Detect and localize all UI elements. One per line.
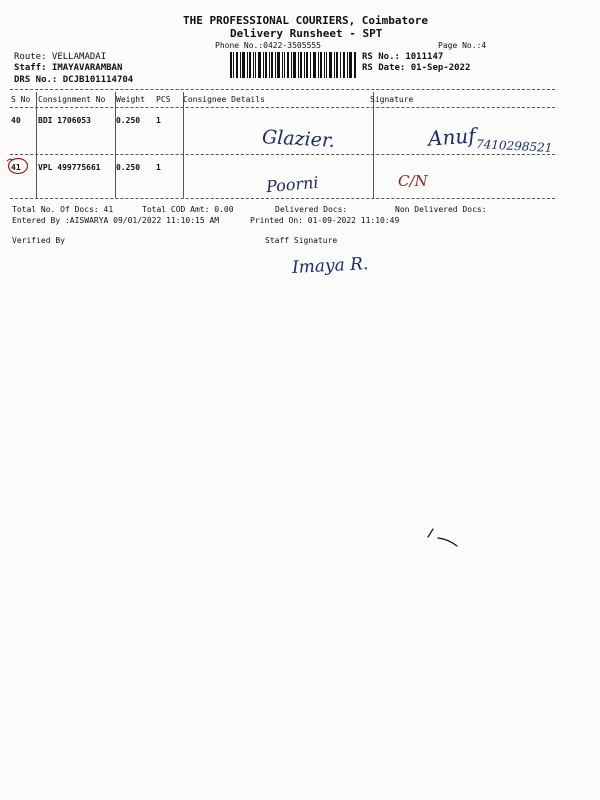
- verified-by: Verified By: [12, 236, 65, 245]
- rs-date: RS Date: 01-Sep-2022: [362, 63, 471, 73]
- staff-name: Staff: IMAYAVARAMBAN: [14, 63, 123, 73]
- column-header-pcs: PCS: [156, 95, 171, 104]
- row-weight: 0.250: [116, 116, 141, 125]
- row-divider: [10, 154, 555, 155]
- pen-stroke-mark: [424, 525, 464, 549]
- page-number: Page No.:4: [438, 41, 487, 50]
- staff-signature-handwriting: Imaya R.: [291, 254, 369, 278]
- barcode-graphic: [230, 52, 356, 78]
- entered-by: Entered By :AISWARYA 09/01/2022 11:10:15 AM: [12, 216, 220, 225]
- column-divider: [115, 92, 116, 198]
- signature-handwriting: Anuf: [427, 123, 477, 151]
- row-consignment: BDI 1706053: [38, 116, 91, 125]
- column-divider: [183, 92, 184, 198]
- signature-handwriting: C/N: [398, 172, 428, 190]
- column-header-consignment: Consignment No: [38, 95, 106, 104]
- rs-number: RS No.: 1011147: [362, 52, 444, 62]
- route: Route: VELLAMADAI: [14, 52, 107, 62]
- row-pcs: 1: [156, 163, 161, 172]
- header-bottom-rule: [10, 107, 555, 108]
- runsheet-title: Delivery Runsheet - SPT: [230, 27, 383, 40]
- row-sno: 40: [11, 116, 21, 125]
- row-weight: 0.250: [116, 163, 141, 172]
- row-sno: 41: [11, 163, 21, 172]
- drs-number: DRS No.: DCJB101114704: [14, 75, 134, 85]
- column-divider: [36, 92, 37, 198]
- column-header-signature: Signature: [370, 95, 414, 104]
- company-name: THE PROFESSIONAL COURIERS, Coimbatore: [183, 14, 429, 27]
- row-pcs: 1: [156, 116, 161, 125]
- column-header-sno: S No: [11, 95, 31, 104]
- circle-mark: [7, 157, 29, 175]
- non-delivered-docs: Non Delivered Docs:: [395, 205, 487, 214]
- delivered-docs: Delivered Docs:: [275, 205, 348, 214]
- consignee-handwriting: Poorni: [265, 172, 320, 197]
- phone-handwriting: 7410298521: [475, 137, 553, 155]
- phone-number: Phone No.:0422-3505555: [215, 41, 321, 50]
- total-cod: Total COD Amt: 0.00: [142, 205, 234, 214]
- barcode: [230, 52, 356, 78]
- staff-signature-label: Staff Signature: [265, 236, 338, 245]
- column-header-consignee: Consignee Details: [183, 95, 265, 104]
- column-divider: [373, 92, 374, 198]
- row-consignment: VPL 499775661: [38, 163, 101, 172]
- consignee-handwriting: Glazier.: [261, 126, 336, 152]
- table-bottom-rule: [10, 198, 555, 199]
- column-header-weight: Weight: [116, 95, 145, 104]
- printed-on: Printed On: 01-09-2022 11:10:49: [250, 216, 400, 225]
- total-docs: Total No. Of Docs: 41: [12, 205, 114, 214]
- table-top-rule: [10, 89, 555, 90]
